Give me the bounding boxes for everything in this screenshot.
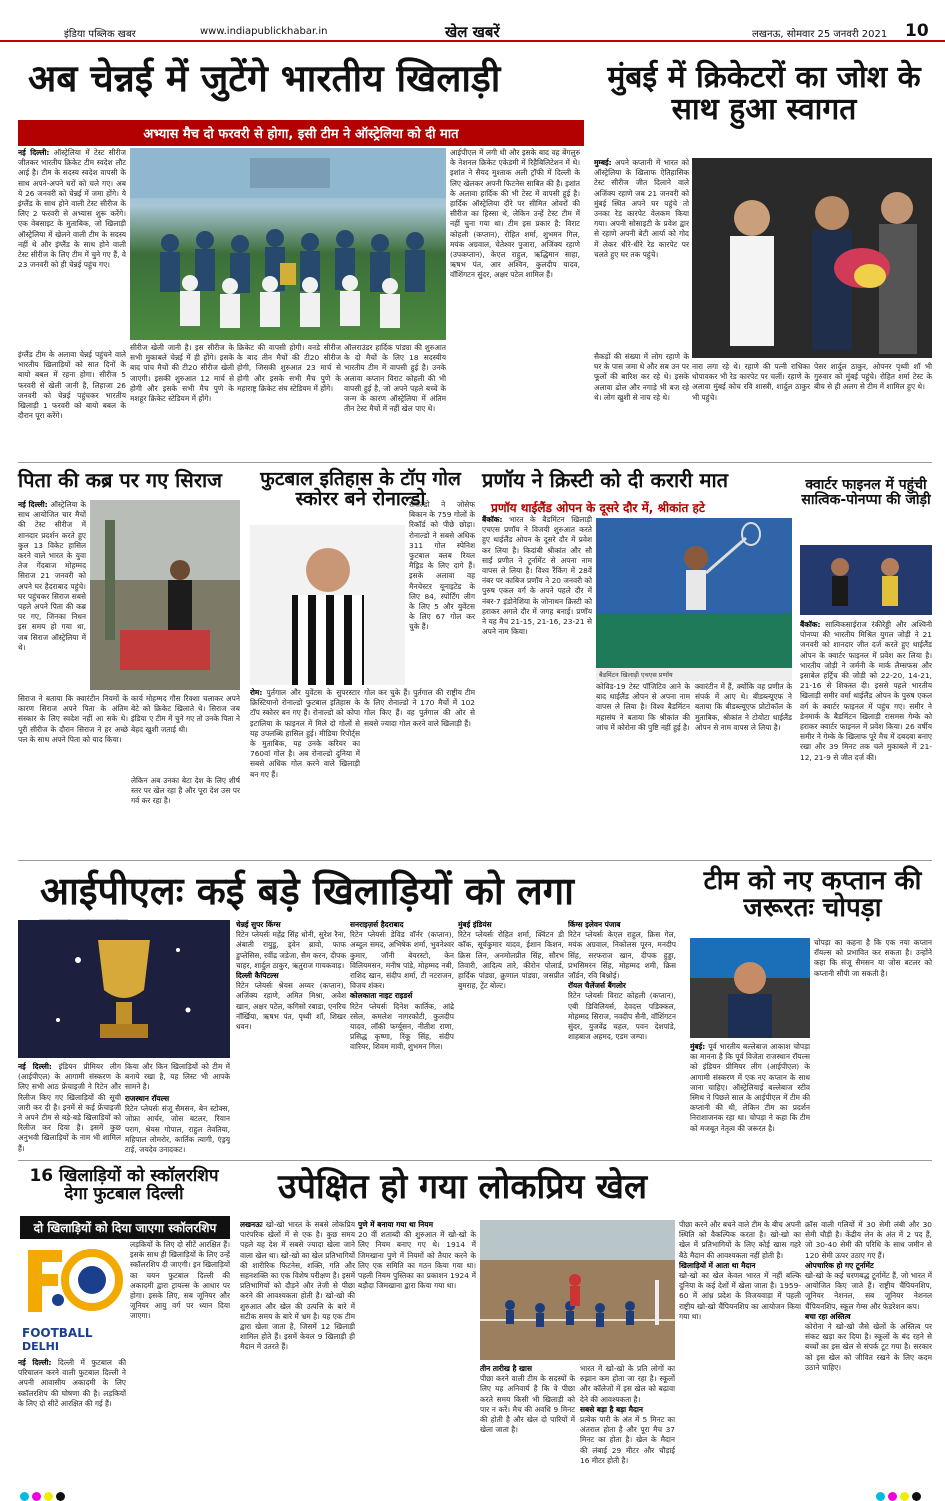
rcb-heading: रॉयल चैलेंजर्स बैंगलोर (568, 981, 626, 991)
satwik-ponnappa-photo (800, 545, 932, 615)
prannoy-caption: बैडमिंटन खिलाड़ी एचएस प्रणॉय (596, 668, 792, 681)
story3-col1: नई दिल्ली: ऑस्ट्रेलिया के साथ आयोजित चार मैचों की टेस्ट सीरीज में शानदार प्रदर्शन करते हुए कुल 13 विकेट हासिल करने वाले भारत के युवा तेज गेंदबाज मोहम्मद सिराज 21 जनवरी को अपने घर हैदराबाद पहुंचे। घर पहुंचकर सिराज सबसे पहले अपने पिता की कब्र पर गए, जिनका निधन इस समय हो गया था, जब सिराज ऑस्ट्रेलिया में थे। (18, 500, 86, 652)
story3-col2b: लेकिन अब उनका बेटा देश के लिए शीर्ष स्तर पर खेल रहा है और पूरा देश उस पर गर्व कर रहा है। (131, 776, 240, 806)
footballer-icon (250, 525, 405, 685)
rr-list: राजस्थान रॉयल्स रिटेन प्लेयर्सः संजू सैमसन, बेन स्टोक्स, जोफ्रा आर्चर, जोस बटलर, रियान पराग, श्रेयस गोपाल, राहुल तेवतिया, महिपाल लोमरोर, कार्तिक त्यागी, एंड्रयू टाई, जयदेव उनादकट। (125, 1094, 230, 1154)
ronaldo-photo (250, 525, 405, 685)
mi-list: मुंबई इंडियंस रिटेन प्लेयर्सः रोहित शर्मा, क्विंटन डी कॉक, सूर्यकुमार यादव, ईशान किशन, क्रिस लिन, अनमोलप्रीत सिंह, सौरभ तिवारी, आदित्य तारे, कीरोन पोलार्ड, हार्दिक पांड्या, क्रुणाल पांड्या, जसप्रीत बुमराह, ट्रेंट बोल्ट। (458, 920, 564, 991)
section-title: खेल खबरें (445, 23, 500, 41)
cyan-dot (20, 1492, 29, 1501)
ipl-trophy-photo (18, 920, 230, 1058)
football-delhi-logo (22, 1240, 126, 1355)
story3-headline: पिता की कब्र पर गए सिराज (18, 468, 223, 492)
story3-dateline: नई दिल्ली: (18, 500, 48, 509)
story2-col1b: सैकड़ों की संख्या में लोग रहाणे के घर के पास जमा थे और सब उन पर फूलों की बारिश कर रहे थे। इसके अलावा ढोल और नगाड़े भी बज रहे थे। लोग खुशी से नाच रहे थे। (594, 352, 689, 402)
story10-col3: तीन तारीख है खास पीछा करने वाली टीम के सदस्यों के लिए यह अनिवार्य है कि वे पीछा करते समय किसी भी खिलाड़ी को पार न करें। मैच की अवधि 9 मिनट की होती है और खेल दो पारियों में खेला जाता है। (480, 1364, 575, 1435)
kxip-heading: किंग्स इलेवन पंजाब (568, 920, 621, 929)
trophy-icon (18, 920, 230, 1058)
divider-1 (18, 462, 932, 463)
registration-marks (20, 1486, 68, 1501)
prannoy-photo (596, 518, 792, 668)
masthead-name: इंडिया पब्लिक खबर (64, 29, 136, 40)
page-header (0, 0, 945, 42)
registration-marks-right (876, 1486, 924, 1501)
logo-football-text: FOOTBALL (22, 1326, 93, 1340)
logo-delhi-text: DELHI (22, 1340, 59, 1353)
siraj-grave-photo (90, 500, 240, 690)
story10-col2: पुणे में बनाया गया था नियम 20 वीं शताब्दी की शुरुआत में खो-खो के लिए नियम बनाए गए थे। 1914 में जिमखाना पुणे में नियमों को तैयार करने के लिए एक समिति का गठन किया गया था। पहली नियम पुस्तिका का प्रकाशन 1924 में बड़ौदा जिमखाना द्वारा किया गया था। (358, 1220, 476, 1291)
dc-heading: दिल्ली कैपिटल्स (236, 971, 279, 981)
black-dot (56, 1492, 65, 1501)
divider-2 (18, 860, 932, 861)
story5-dateline: बैंकॉक: (482, 515, 503, 524)
mi-heading: मुंबई इंडियंस (458, 920, 492, 929)
rahane-welcome-photo (692, 158, 932, 358)
story8-col1: मुंबई: पूर्व भारतीय बल्लेबाज आकाश चोपड़ा का मानना है कि पूर्व विजेता राजस्थान रॉयल्स को इंडियन प्रीमियर लीग (आईपीएल) के आगामी संस्करण में एक नए कप्तान के साथ जाना चाहिए। ऑस्ट्रेलियाई बल्लेबाज स्टीव स्मिथ ने पिछले साल के आईपीएल में टीम की कप्तानी की थी, लेकिन टीम का प्रदर्शन निराशाजनक रहा था। चोपड़ा ने कहा कि टीम को मजबूत नेतृत्व की जरूरत है। (690, 1042, 810, 1133)
story10-col4: भारत में खो-खो के प्रति लोगों का रुझान कम होता जा रहा है। स्कूलों और कॉलेजों में इस खेल को बढ़ावा देने की आवश्यकता है। सबसे बड़ा है बड़ा मैदान प्रत्येक पारी के अंत में 5 मिनट का अंतराल होता है और पूरा मैच 37 मिनट का होता है। खेल के मैदान की लंबाई 29 मीटर और चौड़ाई 16 मीटर होती है। (580, 1364, 675, 1465)
story7-col1: नई दिल्ली: इंडियन प्रीमियर लीग (आईपीएल) के आगामी संस्करण के लिए सभी आठ फ्रेंचाइजी ने रिटेन और रिलीज किए गए खिलाड़ियों की सूची जारी कर दी है। इनमें से कई फ्रेंचाइजी ने अपने टीम से बड़े-बड़े खिलाड़ियों को रिलीज कर दिया है। इसमें कुछ अनुभवी खिलाड़ियों के नाम भी शामिल हैं। (18, 1062, 121, 1153)
story7-dateline: नई दिल्ली: (18, 1062, 52, 1071)
story9-headline: 16 खिलाड़ियों को स्कॉलरशिप देगा फुटबाल दिल्ली (29, 1166, 219, 1204)
story9-dateline: नई दिल्ली: (18, 1358, 52, 1367)
magenta-dot (32, 1492, 41, 1501)
story1-col5: आईपीएल में लगी थी और इसके बाद वह बेंगलुरु के नेशनल क्रिकेट एकेडमी में रिहैबिलिटेशन में थे। इशांत ने सैयद मुश्ताक अली ट्रॉफी में दिल्ली के लिए खेलकर अपनी फिटनेस साबित की है। इशांत के अलावा हार्दिक की भी टेस्ट में वापसी हुई है। हार्दिक ऑस्ट्रेलिया दौरे पर सीमित ओवरों की सीरीज का हिस्सा थे, लेकिन उन्हें टेस्ट टीम में नहीं चुना गया था। टीम इस प्रकार है: विराट कोहली (कप्तान), रोहित शर्मा, शुभमन गिल, मयंक अग्रवाल, चेतेश्वर पुजारा, अजिंक्य रहाणे (उपकप्तान), केएल राहुल, ऋद्धिमान साहा, ऋषभ पंत, आर अश्विन, कुलदीप यादव, वॉशिंगटन सुंदर, अक्षर पटेल शामिल हैं। (450, 148, 580, 280)
story10-col6: क्रॉस वाली गलियों में 30 सेमी लंबी और 30 सेमी चौड़ी है। केंद्रीय लेन के अंत में 2 पद हैं, जो 30-40 सेमी की परिधि के साथ जमीन से 120 सेमी ऊपर उठाए गए हैं। ओपचारिक हो गए टूर्नामेंट खो-खो के कई चरणबद्ध टूर्नामेंट हैं, जो भारत में आयोजित किए जाते हैं। राष्ट्रीय चैंपियनशिप, जूनियर नेशनल, सब जूनियर नेशनल चैंपियनशिप, स्कूल गेम्स और फेडरेशन कप। बचा रहा अस्तित्व कोरोना ने खो-खो जैसे खेलों के अस्तित्व पर संकट खड़ा कर दिया है। स्कूलों के बंद रहने से बच्चों का इस खेल से संपर्क टूट गया है। सरकार को इस खेल को जीवित रखने के लिए कदम उठाने चाहिए। (805, 1220, 932, 1372)
story10-headline: उपेक्षित हो गया लोकप्रिय खेल (277, 1167, 648, 1207)
yellow-dot (900, 1492, 909, 1501)
story8-col2: चोपड़ा का कहना है कि एक नया कप्तान रॉयल्स को प्रभावित कर सकता है। उन्होंने कहा कि संजू सैमसन या जोस बटलर को कप्तानी सौंपी जा सकती है। (814, 938, 932, 978)
story9-subhead: दो खिलाड़ियों को दिया जाएगा स्कॉलरशिप (20, 1216, 230, 1239)
story8-dateline: मुंबई: (690, 1042, 706, 1051)
team-celebration-icon (130, 148, 446, 340)
kho-kho-match-icon (480, 1220, 675, 1360)
story4-dateline: रोम: (250, 688, 263, 697)
story1-col3: क्रिकेट की वापसी होगी। वनडे सीरीज के बाद तीन मैचों की टी20 सीरीज होगी, जिसकी शुरुआत 23 मार्च से होगी और इसके सभी मैच पुणे के महाराष्ट्र क्रिकेट संघ स्टेडियम में होंगे। (237, 343, 341, 393)
csk-list: चेन्नई सुपर किंग्स रिटेन प्लेयर्सः महेंद्र सिंह धोनी, सुरेश रैना, अंबाती रायुडू, ड्वेन ब्रावो, फाफ डुप्लेसिस, रवींद्र जडेजा, सैम करन, दीपक चाहर, शार्दुल ठाकुर, ऋतुराज गायकवाड़। दिल्ली कैपिटल्स रिटेन प्लेयर्सः श्रेयस अय्यर (कप्तान), अजिंक्य रहाणे, अमित मिश्रा, अवेश खान, अक्षर पटेल, कगिसो रबाडा, एनरिच नॉर्खिया, ऋषभ पंत, पृथ्वी शॉ, शिखर धवन। (236, 920, 346, 1032)
grave-visit-icon (90, 500, 240, 690)
story1-col1b: इंग्लैंड टीम के अलावा चेन्नई पहुंचने वाले भारतीय खिलाड़ियों को सात दिनों के बायो बबल में रहना होगा। सीरीज 5 फरवरी से खेली जानी है, लिहाजा 26 जनवरी को चेन्नई पहुंचकर भारतीय खिलाड़ी 1 फरवरी को बायो बबल के दौरान पूरा करेंगे। (18, 350, 126, 421)
commentator-icon (690, 938, 810, 1038)
story3-col1b: सिराज ने बताया कि क्वारंटीन नियमों के कारण सिराज अपने पिता के अंतिम संस्कार के लिए स्वदेश नहीं आ सके थे। पूरी सीरीज के दौरान सिराज ने हर अच्छे पल के साथ अपने पिता को याद किया। (18, 694, 128, 744)
yellow-dot (44, 1492, 53, 1501)
story2-col1: मुम्बई: अपने कप्तानी में भारत को ऑस्ट्रेलिया के खिलाफ ऐतिहासिक टेस्ट सीरीज जीत दिलाने वाले अजिंक्य रहाणे जब 21 जनवरी को मुंबई स्थित अपने घर पहुंचे तो उनका रेड कारपेट वेलकम किया गया। अपनी सोसाइटी के प्रवेश द्वार से रहाणे अपनी बेटी आर्या को गोद में लेकर धीरे-धीरे रेड कारपेट पर चलते हुए घर तक पहुंचे। (594, 158, 689, 259)
story4-col2: रोम: पुर्तगाल और युवेंटस के सुपरस्टार क्रिस्टियानो रोनाल्डो फुटबाल इतिहास के टॉप स्कोरर बन गए हैं। रोनाल्डो को कोपा इटालिया के फाइनल में मिले दो गोलों से यह उपलब्धि हासिल हुई। मीडिया रिपोर्ट्स के मुताबिक, यह उनके करियर का 760वां गोल है। अब रोनाल्डो दुनिया में सबसे अधिक गोल करने वाले खिलाड़ी बन गए हैं। (250, 688, 360, 779)
story2-headline: मुंबई में क्रिकेटरों का जोश के साथ हुआ स्वागत (607, 60, 921, 127)
story2-col2: नारा लगा रहे थे। रहाणे की पत्नी राधिका धोपावकर भी रेड कारपेट पर चलीं। रहाणे के अलावा मुंबई कोच रवि शास्त्री, शार्दुल ठाकुर भी पहुंचे। (692, 362, 810, 402)
kho-kho-photo (480, 1220, 675, 1360)
issue-date: लखनऊ, सोमवार 25 जनवरी 2021 (752, 29, 888, 40)
website-link[interactable]: www.indiapublickhabar.in (200, 26, 328, 37)
magenta-dot (888, 1492, 897, 1501)
srh-list: सनराइज़र्स हैदराबाद रिटेन प्लेयर्सः डेविड वॉर्नर (कप्तान), अब्दुल समद, अभिषेक शर्मा, भुवनेश्वर कुमार, जॉनी बेयरस्टो, केन विलियमसन, मनीष पांडे, मोहम्मद नबी, राशिद खान, संदीप शर्मा, टी नटराजन, विजय शंकर। कोलकाता नाइट राइडर्स रिटेन प्लेयर्सः दिनेश कार्तिक, आंद्रे रसेल, कमलेश नागरकोटी, कुलदीप यादव, लॉकी फर्ग्यूसन, नीतीश राणा, प्रसिद्ध कृष्णा, रिंकू सिंह, संदीप वारियर, शिवम मावी, शुभमन गिल। (350, 920, 454, 1052)
doubles-pair-icon (800, 545, 932, 615)
cyan-dot (876, 1492, 885, 1501)
story1-subhead: अभ्यास मैच दो फरवरी से होगा, इसी टीम ने ऑस्ट्रेलिया को दी मात (18, 120, 584, 146)
badminton-player-icon (596, 518, 792, 668)
rr-heading: राजस्थान रॉयल्स (125, 1094, 170, 1103)
kkr-heading: कोलकाता नाइट राइडर्स (350, 991, 413, 1001)
story9-col2: लड़कियों के लिए दो सीटें आरक्षित हैं। इसके साथ ही खिलाड़ियों के लिए उन्हें स्कॉलरशिप दी जाएगी। इन खिलाड़ियों का चयन फुटबाल दिल्ली की अकादमी द्वारा ट्रायल्स के आधार पर होगा। इसके लिए, सब जूनियर और जूनियर आयु वर्ग पर ध्यान दिया जाएगा। (130, 1240, 230, 1321)
csk-heading: चेन्नई सुपर किंग्स (236, 920, 281, 929)
srh-heading: सनराइज़र्स हैदराबाद (350, 920, 404, 929)
story5-subhead: प्रणॉय थाईलैंड ओपन के दूसरे दौर में, श्रीकांत हटे (491, 501, 705, 515)
story5-col3: क्वारंटीन में हैं, क्योंकि वह प्रणीत के संपर्क में आए थे। बीडब्ल्यूएफ ने बताया कि बीडब्ल्यूएफ प्रोटोकॉल के मुताबिक, श्रीकांत ने टोयोटा थाईलैंड ओपन से नाम वापस ले लिया है। (695, 682, 792, 732)
story4-col1: रोनाल्डो ने जोसेफ बिकान के 759 गोलों के रिकॉर्ड को पीछे छोड़ा। रोनाल्डो ने सबसे अधिक 311 गोल स्पेनिश फुटबाल क्लब रियल मैड्रिड के लिए दागे हैं। इसके अलावा वह मैनचेस्टर यूनाइटेड के लिए 84, स्पोर्टिंग लीग के लिए 5 और युवेंटस के लिए 67 गोल कर चुके हैं। (409, 500, 475, 632)
page-number: 10 (905, 21, 929, 41)
story2-col3: पेसर शार्दुल ठाकुर, ओपनर पृथ्वी शॉ भी गुरुवार को मुंबई पहुंचे। रोहित शर्मा टेस्ट के बीच से ही अलग से टीम में शामिल हुए थे। (814, 362, 932, 392)
chopra-photo (690, 938, 810, 1038)
story10-col5: पीछा करने और बचने वाले टीम के बीच अपनी स्थिति को वैकल्पिक करता है। खो-खो का खेल में प्रतिभागियों के लिए कोई खास गहरे बैठे मैदान की आवश्यकता नहीं होती है। खिलाड़ियों में आता था मैदान खो-खो का खेल केवल भारत में नहीं बल्कि दुनिया के कई देशों में खेला जाता है। 1959-60 में आंध्र प्रदेश के विजयवाड़ा में पहली राष्ट्रीय खो-खो चैंपियनशिप का आयोजन किया गया था। (679, 1220, 801, 1321)
kxip-rcb-list: किंग्स इलेवन पंजाब रिटेन प्लेयर्सः केएल राहुल, क्रिस गेल, मयंक अग्रवाल, निकोलस पूरन, मनदीप सिंह, सरफराज खान, दीपक हुड्डा, प्रभसिमरन सिंह, मोहम्मद शमी, क्रिस जॉर्डन, रवि बिश्नोई। रॉयल चैलेंजर्स बैंगलोर रिटेन प्लेयर्सः विराट कोहली (कप्तान), एबी डिविलियर्स, देवदत्त पडिक्कल, मोहम्मद सिराज, नवदीप सैनी, वॉशिंगटन सुंदर, युजवेंद्र चहल, पवन देशपांडे, शाहबाज अहमद, एडम जम्पा। (568, 920, 676, 1042)
story1-headline: अब चेन्नई में जुटेंगे भारतीय खिलाड़ी (28, 57, 501, 100)
story5-col2: कोविड-19 टेस्ट पॉजिटिव आने के बाद थाईलैंड ओपन से अपना नाम वापस ले लिया है। विश्व बैडमिंटन महासंघ ने बताया कि श्रीकांत की जांच में कोरोना की पुष्टि नहीं हुई है। (596, 682, 690, 732)
black-dot (912, 1492, 921, 1501)
story5-headline: प्रणॉय ने क्रिस्टी को दी करारी मात (482, 468, 729, 492)
story7-col1b: किया और किन खिलाड़ियों को टीम में बनाये रखा है, यह लिस्ट भी आपके सामने है। (125, 1062, 230, 1092)
crowd-welcome-icon (692, 158, 932, 358)
story9-col1: नई दिल्ली: दिल्ली में फुटबाल की परिचालन करने वाली फुटबाल दिल्ली ने अपनी आवासीय अकादमी के लिए स्कॉलरशिप की घोषणा की है। लड़कियों के लिए दो सीटें आरक्षित की गई हैं। (18, 1358, 126, 1408)
story1-dateline: नई दिल्ली: (18, 148, 50, 157)
story2-dateline: मुम्बई: (594, 158, 612, 167)
story3-col2: कार्य मोहम्मद गौस रिक्शा चलाकर अपने बेटे को क्रिकेट खिलाते थे। सिराज जब इंडिया ए टीम में चुने गए तो उनके पिता ने बेहद खुशी जताई थी। (131, 694, 240, 734)
story10-dateline: लखनऊः (240, 1220, 263, 1229)
story4-headline: फुटबाल इतिहास के टॉप गोल स्कोरर बने रोनाल्डो (260, 468, 461, 510)
cricket-team-photo (130, 148, 446, 340)
story10-col1: लखनऊः खो-खो भारत के सबसे लोकप्रिय पारंपरिक खेलों में से एक है। कुछ समय पहले यह देश में सबसे ज्यादा खेला जाने वाला खेल था। खो-खो का खेल प्रतिभागियों की शारीरिक फिटनेस, शक्ति, गति और सहनशक्ति का एक विशेष परीक्षण है। इसमें प्रतिभागियों को दौड़ने और तेजी से पीछा करने की आवश्यकता होती है। खो-खो की शुरुआत और खेल की उत्पत्ति के बारे में सटीक समय के बारे में भ्रम है। यह एक टीम द्वारा खेला जाता है, जिसमें 12 खिलाड़ी शामिल होते हैं। इसमें केवल 9 खिलाड़ी ही मैदान में उतरते हैं। (240, 1220, 355, 1352)
story8-headline: टीम को नए कप्तान की जरूरतः चोपड़ा (703, 866, 922, 924)
divider-3 (18, 1160, 932, 1161)
story1-col1: नई दिल्ली: ऑस्ट्रेलिया में टेस्ट सीरीज जीतकर भारतीय क्रिकेट टीम स्वदेश लौट आई है। टीम के सदस्य स्वदेश वापसी के साथ अपने-अपने घरों को चले गए। अब ये 26 जनवरी को चेन्नई में जमा होंगे। ये इंग्लैंड के साथ होने वाली टेस्ट सीरीज के लिए 2 फरवरी से अभ्यास शुरू करेंगे। एक वेबसाइट के मुताबिक, जो खिलाड़ी ऑस्ट्रेलिया में खेलने वाली टीम के सदस्य नहीं थे और इंग्लैंड के साथ होने वाली टेस्ट सीरीज के लिए टीम में चुने गए हैं, वे 23 जनवरी को ही चेन्नई पहुंच गए। (18, 148, 126, 270)
story1-col2: सीरीज खेली जानी है। इस सीरीज के सभी मुकाबले चेन्नई में ही होंगे। इसके बाद पांच मैचों की टी20 सीरीज खेली जाएगी। इसकी शुरुआत 12 मार्च से होगी और इसके सभी मैच पुणे के मशहूर क्रिकेट स्टेडियम में होंगे। (130, 343, 234, 404)
football-delhi-logo-icon (22, 1240, 126, 1322)
story6-headline: क्वार्टर फाइनल में पहुंची सात्विक-पोनप्पा की जोड़ी (801, 477, 931, 508)
story7-headline: आईपीएलः कई बड़े खिलाड़ियों को लगा (40, 869, 575, 913)
story6-col1: बैंकॉक: सात्विकसाईराज रंकीरेड्डी और अश्विनी पोनप्पा की भारतीय मिश्रित युगल जोड़ी ने 21 जनवरी को शानदार जीत दर्ज करते हुए थाईलैंड ओपन के क्वार्टर फाइनल में प्रवेश कर लिया है। भारतीय जोड़ी ने जर्मनी के मार्क लैम्सफस और इसाबेल हर्ट्रिच की जोड़ी को 22-20, 14-21, 21-16 से शिकस्त दी। इससे पहले भारतीय खिलाड़ी समीर वर्मा थाईलैंड ओपन के पुरुष एकल वर्ग के क्वार्टर फाइनल में पहुंच गए। समीर ने डेनमार्क के बैडमिंटन खिलाड़ी रासमस गेम्के को हराकर क्वार्टर फाइनल में प्रवेश किया। 26 वर्षीय समीर ने गेम्के के खिलाफ पूरे मैच में दबदबा बनाए रखा और 39 मिनट तक चले मुकाबले में 21-12, 21-9 से जीत दर्ज की। (800, 620, 932, 762)
story4-col3: गोल कर चुके हैं। पुर्तगाल की राष्ट्रीय टीम के लिए रोनाल्डो ने 170 मैचों में 102 गोल किए हैं। वह पुर्तगाल की ओर से सबसे ज्यादा गोल करने वाले खिलाड़ी हैं। (364, 688, 475, 728)
story1-col4: ऑलराउंडर हार्दिक पांड्या की शुरुआत के दो मैचों के लिए 18 सदस्यीय भारतीय टीम में वापसी हुई है। उनके अलावा कप्तान विराट कोहली की भी वापसी हुई है, जो अपने पहले बच्चे के जन्म के कारण ऑस्ट्रेलिया में अंतिम तीन टेस्ट मैचों में नहीं खेल पाए थे। (344, 343, 446, 414)
story5-col1: बैंकॉक: भारत के बैडमिंटन खिलाड़ी एचएस प्रणॉय ने विजयी शुरुआत करते हुए थाईलैंड ओपन के दूसरे दौर में प्रवेश कर लिया है। किदांबी श्रीकांत और सौ साईं प्रणीत ने टूर्नामेंट से अपना नाम वापस ले लिया है। विश्व रैंकिंग में 28वें नंबर पर काबिज प्रणॉय ने 20 जनवरी को पुरुष एकल वर्ग के अपने पहले दौर में नंबर-7 इंडोनेशिया के जोनाथन क्रिस्टी को हराकर अगले दौर में जगह बनाई। प्रणॉय ने यह मैच 21-15, 21-16, 23-21 से अपने नाम किया। (482, 515, 592, 637)
story6-dateline: बैंकॉक: (800, 620, 821, 629)
